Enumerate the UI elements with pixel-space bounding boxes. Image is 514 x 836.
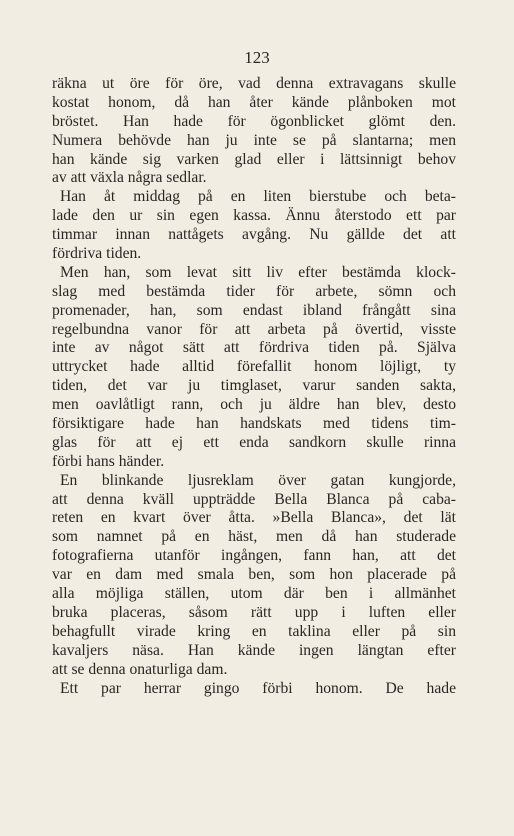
page-number: 123: [244, 48, 270, 67]
text-line: inte av något sätt att fördriva tiden på. Själva: [52, 339, 456, 357]
body-text: [52, 75, 456, 698]
text-line: som namnet på en häst, men då han studerade: [52, 528, 456, 546]
text-line: Ett par herrar gingo förbi honom. De hade: [60, 679, 456, 697]
text-line: slag med bestämda tider för arbete, sömn och: [52, 282, 456, 300]
text-line: kostat honom, då han åter kände plånboken mot: [52, 93, 456, 111]
text-line: glas för att ej ett enda sandkorn skulle rinna: [52, 433, 456, 451]
text-line: att denna kväll uppträdde Bella Blanca på caba-: [52, 490, 456, 508]
text-line: Numera behövde han ju inte se på slantarna; men: [52, 131, 456, 149]
text-line: Han åt middag på en liten bierstube och beta-: [60, 188, 456, 206]
text-line: Men han, som levat sitt liv efter bestämda klock-: [60, 263, 456, 281]
text-line: En blinkande ljusreklam över gatan kungjorde,: [60, 471, 456, 489]
text-line: reten en kvart över åtta. »Bella Blanca», det lät: [52, 509, 456, 527]
text-line: promenader, han, som endast ibland frångått sina: [52, 301, 456, 319]
text-line: behagfullt virade kring en taklina eller på sin: [52, 622, 456, 640]
text-line: han kände sig varken glad eller i lättsinnigt behov: [52, 150, 456, 168]
text-line: timmar innan nattågets avgång. Nu gällde det att: [52, 226, 456, 244]
text-line: var en dam med smala ben, som hon placerade på: [52, 566, 456, 584]
text-line: bröstet. Han hade för ögonblicket glömt den.: [52, 112, 456, 130]
text-line: tiden, det var ju timglaset, varur sanden sakta,: [52, 377, 456, 395]
text-line: av att växla några sedlar.: [52, 169, 207, 187]
text-line: fotografierna utanför ingången, fann han, att det: [52, 547, 456, 565]
text-line: alla möjliga ställen, utom där ben i allmänhet: [52, 585, 456, 603]
text-line: regelbundna vanor för att arbeta på övertid, visste: [52, 320, 456, 338]
text-line: uttrycket hade alltid förefallit honom löjligt, ty: [52, 358, 456, 376]
text-line: fördriva tiden.: [52, 245, 142, 263]
text-line: men oavlåtligt rann, och ju äldre han blev, desto: [52, 396, 456, 414]
text-line: förbi hans händer.: [52, 452, 165, 470]
text-line: räkna ut öre för öre, vad denna extravagans skulle: [52, 75, 456, 92]
text-line: lade den ur sin egen kassa. Ännu återstodo ett par: [52, 207, 456, 225]
text-line: kavaljers näsa. Han kände ingen längtan efter: [52, 641, 456, 659]
text-line: försiktigare hade han handskats med tidens tim-: [52, 415, 456, 433]
text-line: bruka placeras, såsom rätt upp i luften eller: [52, 603, 456, 621]
text-line: att se denna onaturliga dam.: [52, 660, 228, 678]
